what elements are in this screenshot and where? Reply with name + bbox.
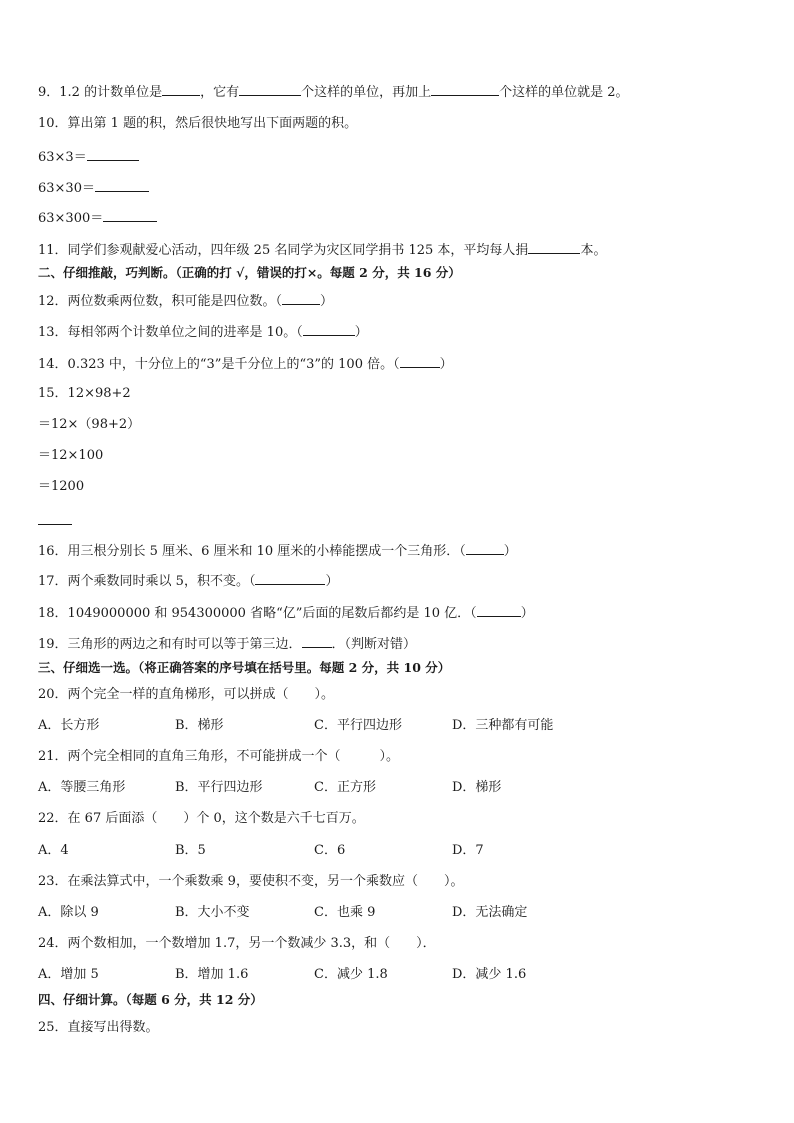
answer-blank[interactable]	[255, 571, 325, 585]
question-12: 12．两位数乘两位数，积可能是四位数。（ ）	[38, 291, 333, 311]
expression-line: 63×300＝	[38, 208, 157, 228]
option-a[interactable]: A．等腰三角形	[38, 780, 126, 795]
option-d[interactable]: D．7	[452, 843, 484, 858]
answer-blank[interactable]	[302, 634, 332, 648]
answer-blank[interactable]	[431, 82, 499, 96]
question-11: 11．同学们参观献爱心活动，四年级 25 名同学为灾区同学捐书 125 本，平均每人捐 本。	[38, 240, 606, 260]
option-c[interactable]: C．减少 1.8	[314, 967, 388, 982]
option-d[interactable]: D．无法确定	[452, 905, 528, 920]
option-a[interactable]: A．除以 9	[38, 905, 99, 920]
answer-blank[interactable]	[87, 147, 139, 161]
question-18: 18．1049000000 和 954300000 省略“亿”后面的尾数后都约是 10 亿．（ ）	[38, 603, 534, 623]
question-13: 13．每相邻两个计数单位之间的进率是 10。（ ）	[38, 322, 368, 342]
answer-blank[interactable]	[303, 322, 355, 336]
section-4-heading: 四、仔细计算。（每题 6 分，共 12 分）	[38, 992, 263, 1007]
answer-blank[interactable]	[466, 541, 504, 555]
option-b[interactable]: B．平行四边形	[175, 780, 263, 795]
question-24: 24．两个数相加，一个数增加 1.7，另一个数减少 3.3，和（ ）．	[38, 936, 436, 951]
question-10: 10．算出第 1 题的积，然后很快地写出下面两题的积。	[38, 116, 358, 131]
question-9: 9．1.2 的计数单位是 ，它有 个这样的单位，再加上 个这样的单位就是 2。	[38, 82, 629, 102]
answer-blank[interactable]	[38, 524, 72, 525]
answer-blank[interactable]	[95, 178, 149, 192]
option-c[interactable]: C．正方形	[314, 780, 376, 795]
answer-blank[interactable]	[400, 354, 440, 368]
question-20: 20．两个完全一样的直角梯形，可以拼成（ ）。	[38, 687, 335, 702]
answer-blank[interactable]	[477, 603, 521, 617]
question-15: 15．12×98+2	[38, 386, 131, 401]
question-14: 14．0.323 中，十分位上的“3”是千分位上的“3”的 100 倍。（ ）	[38, 354, 453, 374]
calculation-step: ＝12×100	[38, 448, 104, 463]
answer-blank[interactable]	[282, 291, 320, 305]
question-21: 21．两个完全相同的直角三角形，不可能拼成一个（ ）。	[38, 749, 400, 764]
section-3-heading: 三、仔细选一选。（将正确答案的序号填在括号里。每题 2 分，共 10 分）	[38, 660, 451, 675]
question-16: 16．用三根分别长 5 厘米、6 厘米和 10 厘米的小棒能摆成一个三角形．（ ）	[38, 541, 517, 561]
option-a[interactable]: A．4	[38, 843, 69, 858]
option-d[interactable]: D．减少 1.6	[452, 967, 527, 982]
option-d[interactable]: D．三种都有可能	[452, 718, 554, 733]
question-17: 17．两个乘数同时乘以 5，积不变。（ ）	[38, 571, 338, 591]
answer-blank[interactable]	[162, 82, 200, 96]
answer-blank[interactable]	[239, 82, 301, 96]
option-c[interactable]: C．6	[314, 843, 346, 858]
option-c[interactable]: C．平行四边形	[314, 718, 402, 733]
option-b[interactable]: B．大小不变	[175, 905, 250, 920]
option-c[interactable]: C．也乘 9	[314, 905, 376, 920]
option-b[interactable]: B．增加 1.6	[175, 967, 249, 982]
answer-blank[interactable]	[103, 208, 157, 222]
answer-blank[interactable]	[528, 240, 580, 254]
option-d[interactable]: D．梯形	[452, 780, 502, 795]
question-25: 25．直接写出得数。	[38, 1020, 159, 1035]
calculation-step: ＝1200	[38, 479, 85, 494]
question-19: 19．三角形的两边之和有时可以等于第三边． ．（判断对错）	[38, 634, 416, 654]
option-a[interactable]: A．长方形	[38, 718, 100, 733]
calculation-step: ＝12×（98+2）	[38, 417, 141, 432]
option-a[interactable]: A．增加 5	[38, 967, 99, 982]
question-23: 23．在乘法算式中，一个乘数乘 9，要使积不变，另一个乘数应（ ）。	[38, 874, 464, 889]
option-b[interactable]: B．梯形	[175, 718, 224, 733]
question-22: 22．在 67 后面添（ ）个 0，这个数是六千七百万。	[38, 811, 365, 826]
expression-line: 63×3＝	[38, 147, 139, 167]
section-2-heading: 二、仔细推敲，巧判断。（正确的打 √，错误的打×。每题 2 分，共 16 分）	[38, 265, 461, 280]
option-b[interactable]: B．5	[175, 843, 206, 858]
expression-line: 63×30＝	[38, 178, 149, 198]
